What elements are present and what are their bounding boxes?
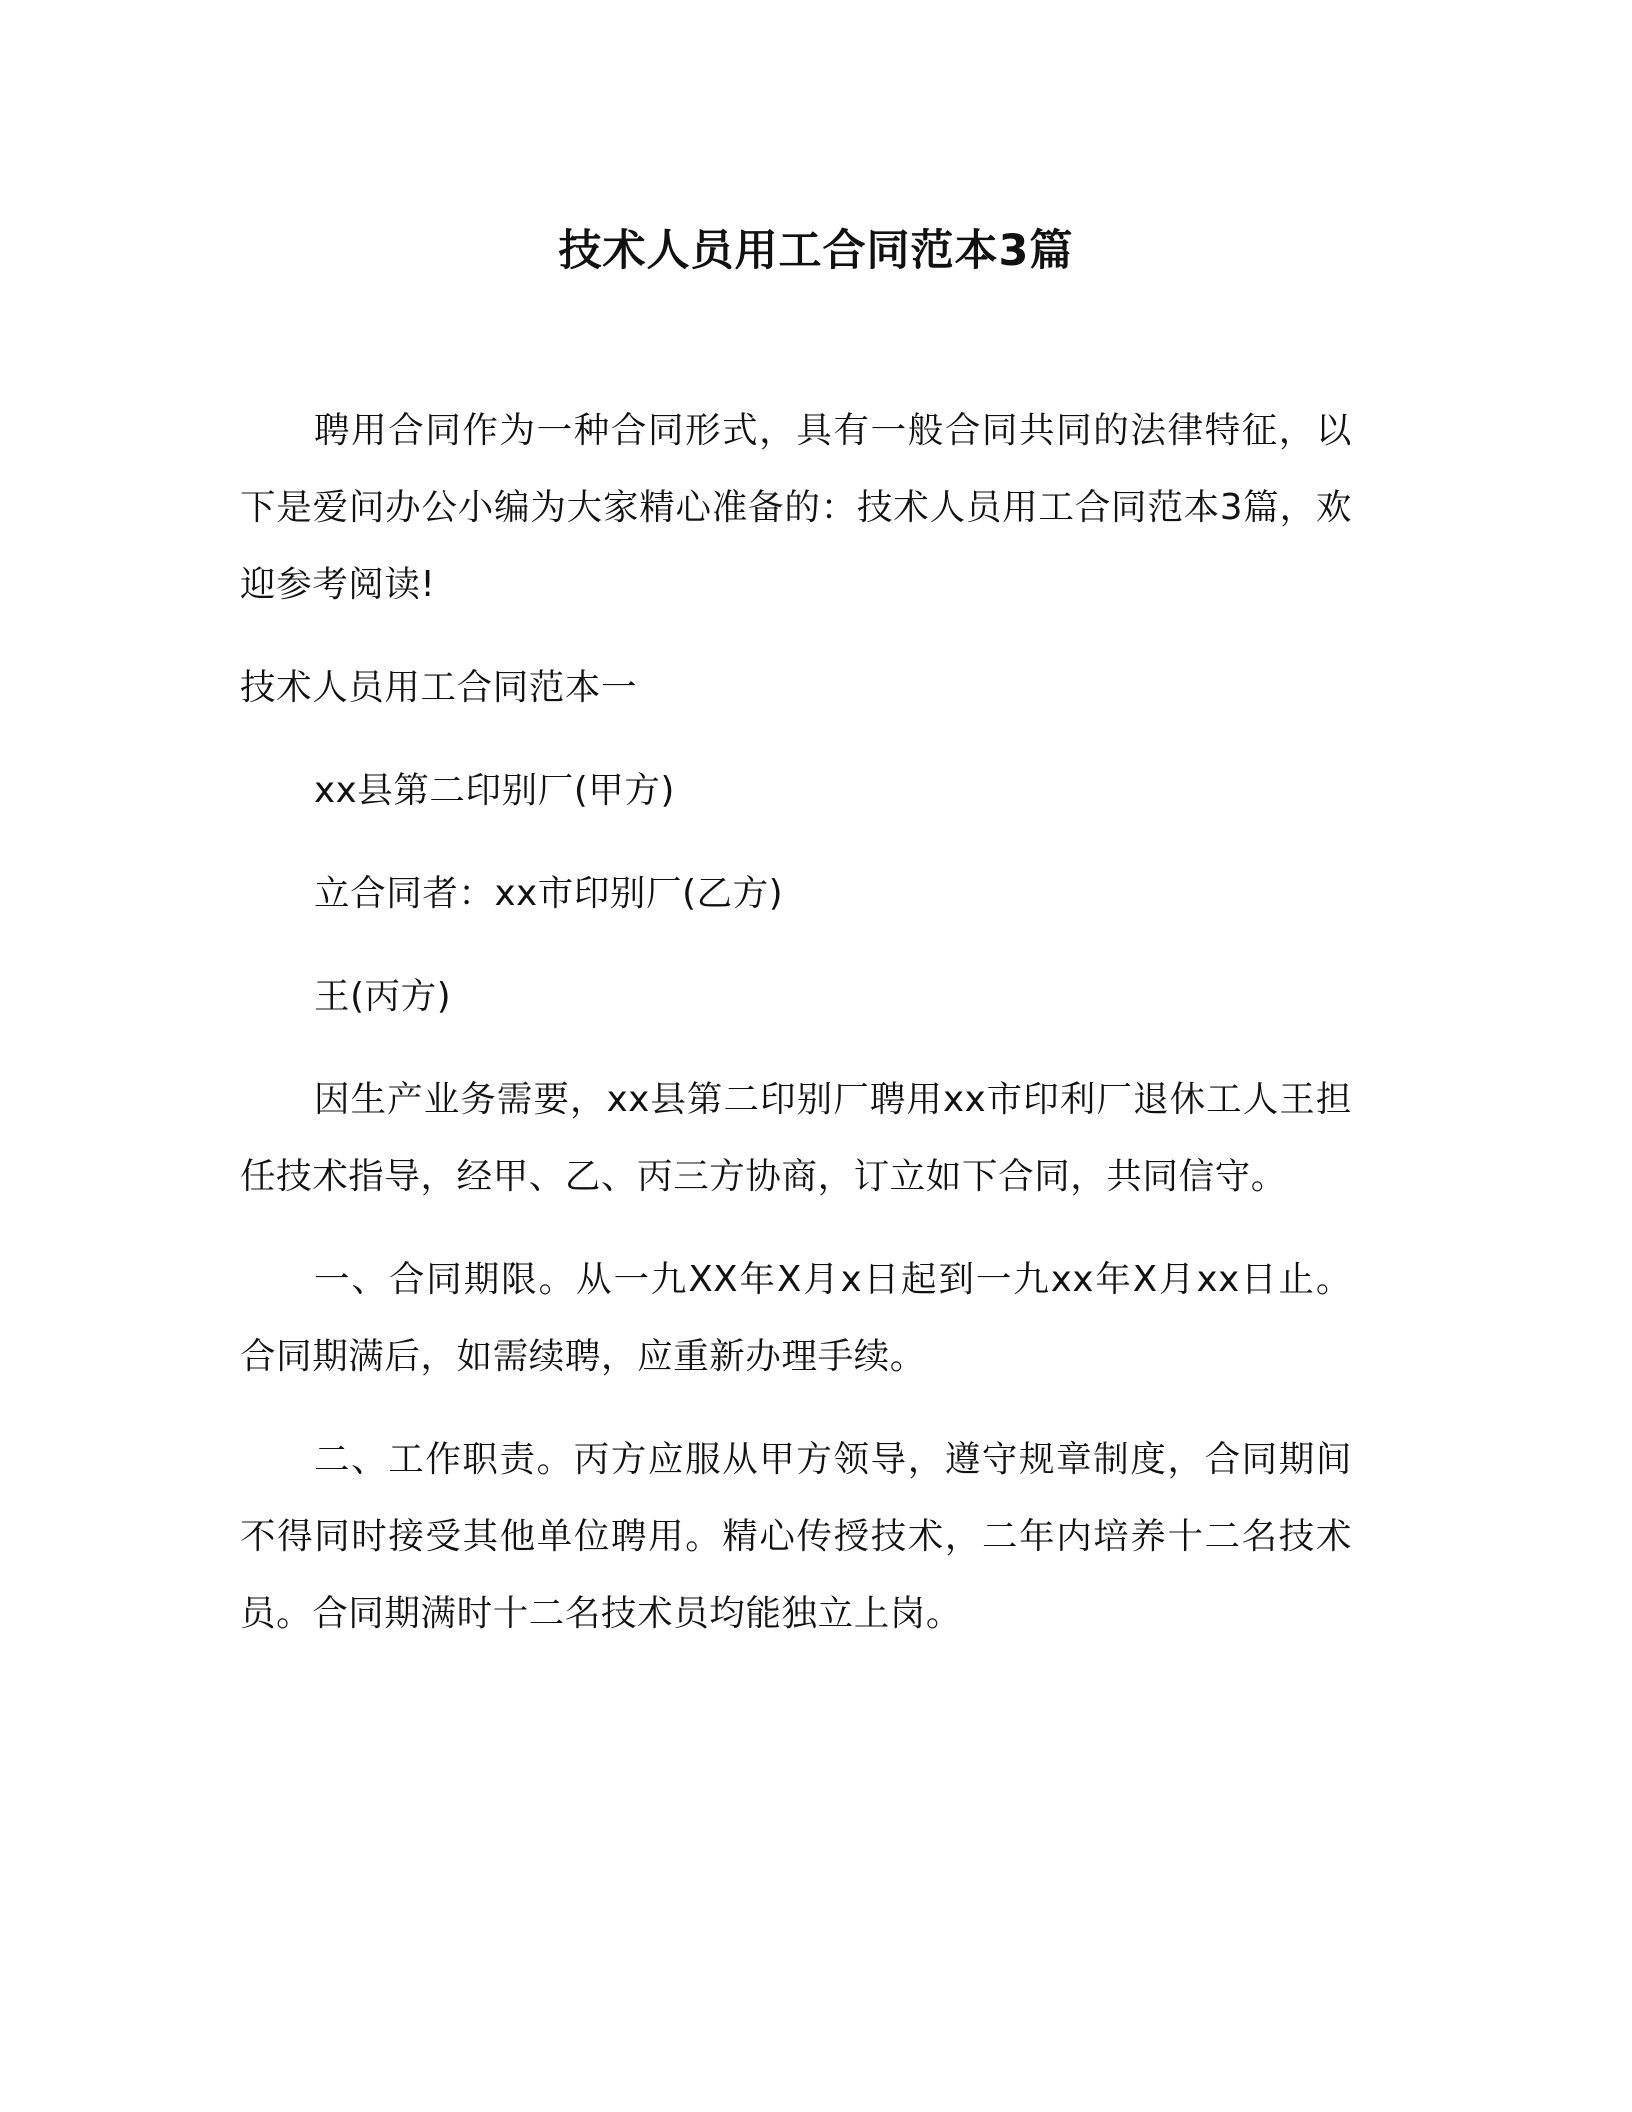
- preamble-paragraph: 因生产业务需要，xx县第二印别厂聘用xx市印利厂退休工人王担任技术指导，经甲、乙、丙三方协商，订立如下合同，共同信守。: [240, 1079, 1352, 1197]
- section-heading: 技术人员用工合同范本一: [240, 667, 638, 708]
- party-c-line: 王(丙方): [314, 976, 452, 1017]
- document-title: 技术人员用工合同范本3篇: [558, 226, 1074, 276]
- document-body: [240, 392, 1352, 1678]
- intro-paragraph: 聘用合同作为一种合同形式，具有一般合同共同的法律特征，以下是爱问办公小编为大家精心准备的：技术人员用工合同范本3篇，欢迎参考阅读!: [240, 410, 1352, 605]
- party-b-line: 立合同者：xx市印别厂(乙方): [314, 873, 784, 914]
- party-a-line: xx县第二印别厂(甲方): [314, 770, 675, 811]
- clause-term-paragraph: 一、合同期限。从一九XX年X月x日起到一九xx年X月xx日止。合同期满后，如需续聘，应重新办理手续。: [240, 1259, 1352, 1377]
- clause-duties-paragraph: 二、工作职责。丙方应服从甲方领导，遵守规章制度，合同期间不得同时接受其他单位聘用。精心传授技术，二年内培养十二名技术员。合同期满时十二名技术员均能独立上岗。: [240, 1439, 1352, 1634]
